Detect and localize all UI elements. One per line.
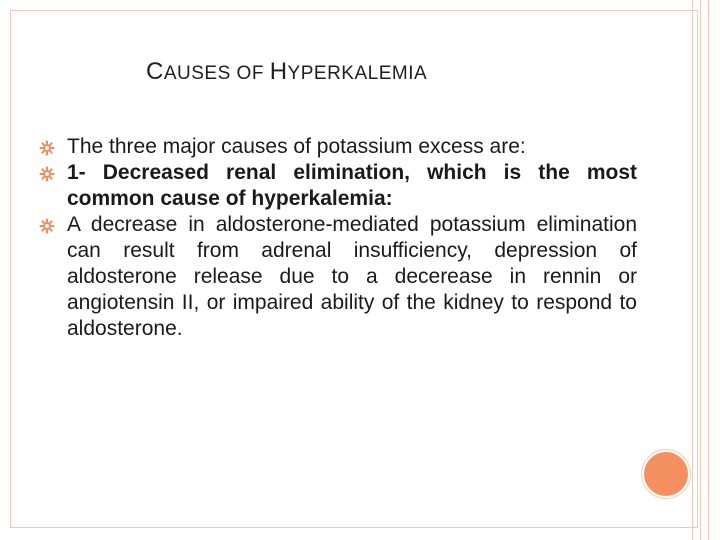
bullet-text-1: The three major causes of potassium excess are: [67, 135, 526, 158]
right-rule-2 [700, 0, 701, 540]
orange-circle-decoration [642, 450, 690, 498]
right-rule-3 [708, 0, 709, 540]
title-part-2: AUSES OF [163, 63, 270, 84]
gear-bullet-icon [39, 166, 55, 182]
bullet-text-2: 1- Decreased renal elimination, which is the most common cause of hyperkalemia: [67, 161, 637, 210]
gear-bullet-icon [39, 140, 55, 156]
slide-title [146, 58, 427, 86]
bullet-item-3 [39, 212, 637, 342]
bullet-item-2 [39, 160, 637, 212]
title-part-3: H [269, 58, 288, 85]
title-part-4: YPERKALEMIA [287, 63, 428, 84]
slide-content [39, 134, 637, 342]
bullet-item-1 [39, 134, 637, 160]
right-rule-1 [692, 0, 693, 540]
bullet-text-3: A decrease in aldosterone-mediated potassium elimination can result from adrenal insufficiency, depression of aldosterone release due to a decerease in rennin or angiotensin II, or impaired ability of the kidney to respond to aldosterone. [67, 213, 637, 340]
title-part-1: C [146, 58, 164, 85]
gear-bullet-icon [39, 218, 55, 234]
